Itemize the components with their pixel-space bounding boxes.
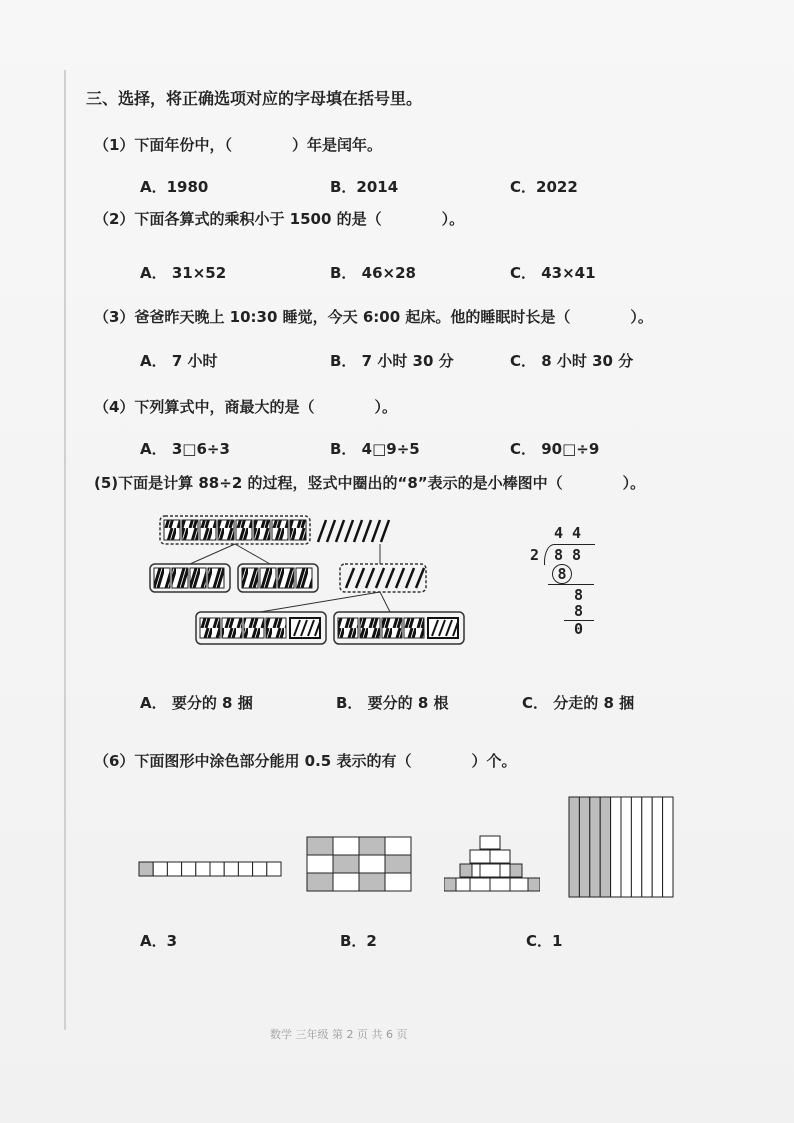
stick-bundle	[190, 568, 206, 588]
question-6-option-a: A．3	[140, 932, 178, 950]
page-footer: 数学 三年级 第 2 页 共 6 页	[270, 1028, 408, 1041]
strip-cell	[139, 862, 153, 876]
pyramid-cell	[510, 878, 530, 891]
question-4-option-b: B． 4□9÷5	[330, 440, 420, 458]
stick-bundle	[218, 520, 234, 540]
question-3-option-b: B． 7 小时 30 分	[330, 352, 454, 370]
square-stripe	[652, 797, 662, 897]
division-line-1	[548, 584, 594, 585]
stick-bundle	[242, 568, 258, 588]
stick-bundle-figure	[140, 508, 480, 658]
grid-cell	[385, 837, 411, 855]
strip-cell	[238, 862, 252, 876]
shape-b-grid	[306, 836, 412, 892]
question-3-option-c: C． 8 小时 30 分	[510, 352, 634, 370]
stick-bundle	[278, 568, 294, 588]
grid-cell	[385, 873, 411, 891]
grid-cell	[333, 837, 359, 855]
stick-bundle	[236, 520, 252, 540]
question-6-option-b: B．2	[340, 932, 377, 950]
square-stripe	[590, 797, 600, 897]
strip-cell	[196, 862, 210, 876]
grid-cell	[307, 873, 333, 891]
shape-d-square	[568, 796, 674, 898]
square-stripe	[642, 797, 652, 897]
grid-cell	[359, 855, 385, 873]
grid-cell	[333, 873, 359, 891]
question-2-option-b: B． 46×28	[330, 264, 416, 282]
division-step: 8	[574, 586, 584, 604]
stick-bundle	[382, 618, 402, 638]
question-6-option-c: C．1	[526, 932, 563, 950]
question-2: （2）下面各算式的乘积小于 1500 的是（ ）。	[94, 210, 465, 228]
question-3: （3）爸爸昨天晚上 10:30 睡觉，今天 6:00 起床。他的睡眠时长是（ ）。	[94, 308, 653, 326]
question-5-option-b: B． 要分的 8 根	[336, 694, 449, 712]
strip-cell	[267, 862, 281, 876]
strip-cell	[253, 862, 267, 876]
division-dividend: 8 8	[554, 546, 582, 564]
stick-bundle	[182, 520, 198, 540]
shape-c-pyramid	[444, 834, 540, 894]
stick-bundle	[260, 568, 276, 588]
question-5-option-c: C． 分走的 8 捆	[522, 694, 635, 712]
stick-bundle	[244, 618, 264, 638]
grid-cell	[385, 855, 411, 873]
pyramid-shaded-cell	[510, 864, 522, 877]
division-quotient: 4 4	[554, 524, 582, 542]
question-5-option-a: A． 要分的 8 捆	[140, 694, 253, 712]
pyramid-cell	[470, 878, 490, 891]
question-4: （4）下列算式中，商最大的是（ ）。	[94, 398, 397, 416]
question-5: (5)下面是计算 88÷2 的过程，竖式中圈出的“8”表示的是小棒图中（ ）。	[94, 474, 646, 492]
section-title: 三、选择，将正确选项对应的字母填在括号里。	[86, 89, 423, 108]
grid-cell	[307, 837, 333, 855]
pyramid-cell	[470, 850, 490, 863]
division-final: 0	[574, 620, 584, 638]
pyramid-shaded-cell	[444, 878, 456, 891]
division-subtract: 8	[574, 602, 584, 620]
pyramid-shaded-cell	[460, 864, 472, 877]
question-1-option-a: A．1980	[140, 178, 209, 196]
grid-cell	[359, 873, 385, 891]
question-2-option-a: A． 31×52	[140, 264, 227, 282]
long-division	[530, 524, 610, 638]
question-4-option-c: C． 90□÷9	[510, 440, 600, 458]
strip-cell	[224, 862, 238, 876]
stick-bundle	[208, 568, 224, 588]
stick-bundle	[290, 520, 306, 540]
grid-cell	[359, 837, 385, 855]
stick-bundle	[266, 618, 286, 638]
question-1-option-c: C．2022	[510, 178, 578, 196]
question-2-option-c: C． 43×41	[510, 264, 596, 282]
stick-bundle	[172, 568, 188, 588]
square-stripe	[600, 797, 610, 897]
strip-cell	[182, 862, 196, 876]
stick-bundle	[338, 618, 358, 638]
question-1: （1）下面年份中，（ ）年是闰年。	[94, 136, 382, 154]
square-stripe	[631, 797, 641, 897]
stick-bundle	[164, 520, 180, 540]
stick-bundle	[200, 520, 216, 540]
stick-bundle	[360, 618, 380, 638]
stick-bundle	[404, 618, 424, 638]
square-stripe	[663, 797, 673, 897]
stick-bundle	[200, 618, 220, 638]
division-divisor: 2	[530, 546, 540, 564]
question-6: （6）下面图形中涂色部分能用 0.5 表示的有（ ）个。	[94, 752, 517, 770]
stick-bundle	[272, 520, 288, 540]
square-stripe	[579, 797, 589, 897]
square-stripe	[611, 797, 621, 897]
strip-cell	[167, 862, 181, 876]
square-stripe	[621, 797, 631, 897]
stick-bundle	[296, 568, 312, 588]
division-circled-digit: 8	[552, 564, 572, 584]
pyramid-cell	[490, 878, 510, 891]
stick-bundle	[254, 520, 270, 540]
grid-cell	[307, 855, 333, 873]
pyramid-shaded-cell	[528, 878, 540, 891]
strip-cell	[153, 862, 167, 876]
question-1-option-b: B．2014	[330, 178, 399, 196]
page-edge-shadow	[64, 70, 66, 1030]
grid-cell	[333, 855, 359, 873]
pyramid-cell	[480, 836, 500, 849]
square-stripe	[569, 797, 579, 897]
stick-bundle	[154, 568, 170, 588]
question-4-option-a: A． 3□6÷3	[140, 440, 230, 458]
pyramid-cell	[490, 850, 510, 863]
strip-cell	[210, 862, 224, 876]
pyramid-cell	[480, 864, 500, 877]
question-3-option-a: A． 7 小时	[140, 352, 218, 370]
shape-a-strip	[138, 860, 284, 880]
stick-bundle	[222, 618, 242, 638]
